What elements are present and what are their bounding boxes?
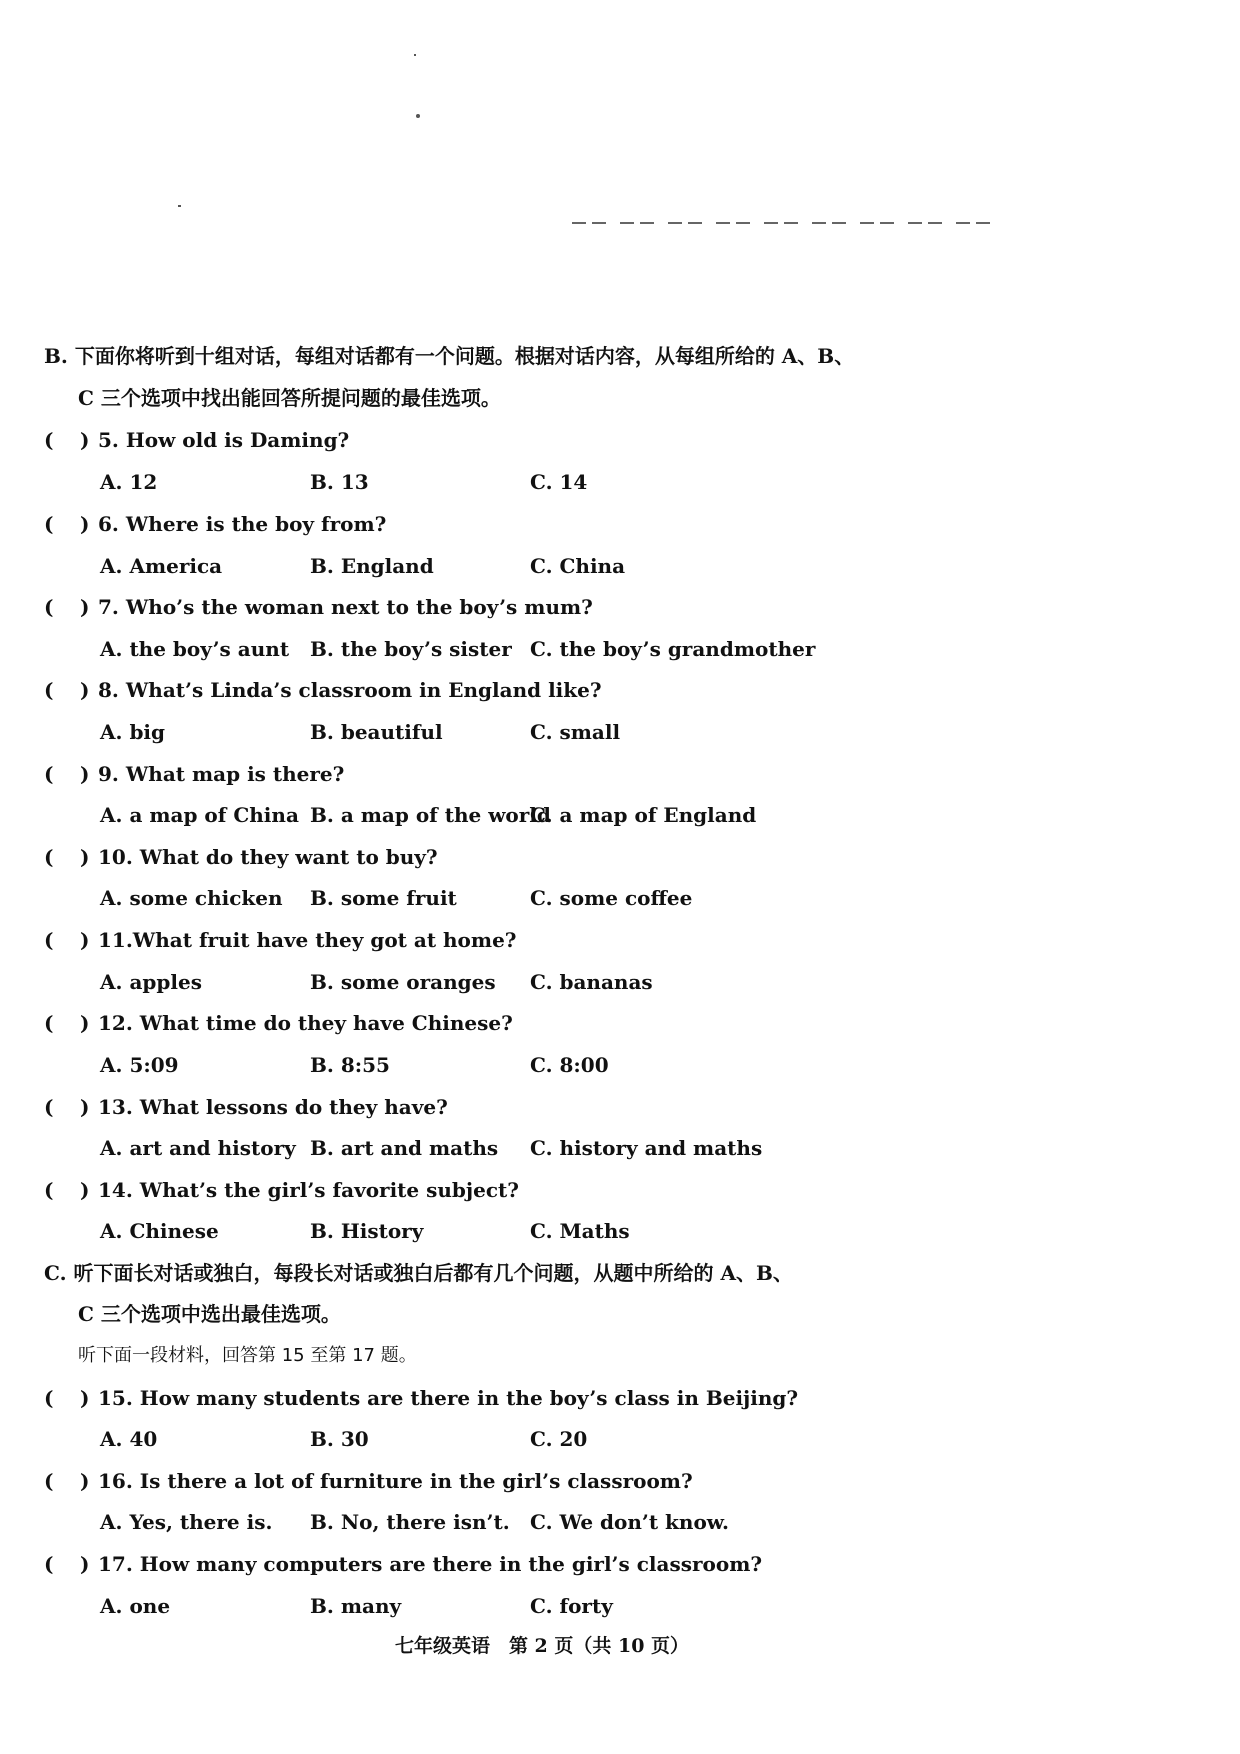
- answer-bracket-close: ): [80, 762, 90, 786]
- option-b: B. some fruit: [310, 886, 457, 910]
- question-7: [44, 593, 1144, 621]
- option-b: B. 13: [310, 470, 369, 494]
- option-b: B. beautiful: [310, 720, 443, 744]
- question-text: 13. What lessons do they have?: [98, 1095, 448, 1119]
- option-b: B. 8:55: [310, 1053, 390, 1077]
- question-14: [44, 1176, 1144, 1204]
- option-a: A. 12: [100, 470, 158, 494]
- question-11: [44, 926, 1144, 954]
- question-text: 15. How many students are there in the boy’s class in Beijing?: [98, 1386, 799, 1410]
- answer-bracket-open[interactable]: (: [44, 1095, 54, 1119]
- answer-bracket-open[interactable]: (: [44, 1469, 54, 1493]
- option-a: A. apples: [100, 970, 202, 994]
- question-text: 17. How many computers are there in the girl’s classroom?: [98, 1552, 763, 1576]
- answer-bracket-open[interactable]: (: [44, 845, 54, 869]
- option-b: B. a map of the world: [310, 803, 551, 827]
- option-c: C. small: [530, 720, 621, 744]
- answer-bracket-close: ): [80, 1469, 90, 1493]
- question-9: [44, 760, 1144, 788]
- answer-bracket-close: ): [80, 428, 90, 452]
- question-text: 16. Is there a lot of furniture in the girl’s classroom?: [98, 1469, 693, 1493]
- option-c: C. 8:00: [530, 1053, 609, 1077]
- scan-dashed-line: [572, 222, 1000, 224]
- question-17: [44, 1550, 1144, 1578]
- options-13: [0, 1134, 1200, 1162]
- section-c-note: 听下面一段材料，回答第 15 至第 17 题。: [78, 1345, 417, 1366]
- section-b-heading: B. 下面你将听到十组对话，每组对话都有一个问题。根据对话内容，从每组所给的 A、B、: [44, 344, 855, 368]
- options-9: [0, 801, 1200, 829]
- option-c: C. Maths: [530, 1219, 630, 1243]
- option-b: B. No, there isn’t.: [310, 1510, 510, 1534]
- question-10: [44, 843, 1144, 871]
- answer-bracket-close: ): [80, 845, 90, 869]
- options-17: [0, 1592, 1200, 1620]
- answer-bracket-open[interactable]: (: [44, 1552, 54, 1576]
- question-text: 12. What time do they have Chinese?: [98, 1011, 513, 1035]
- question-text: 8. What’s Linda’s classroom in England like?: [98, 678, 602, 702]
- option-a: A. Chinese: [100, 1219, 219, 1243]
- question-13: [44, 1093, 1144, 1121]
- question-text: 5. How old is Daming?: [98, 428, 350, 452]
- option-c: C. We don’t know.: [530, 1510, 729, 1534]
- answer-bracket-open[interactable]: (: [44, 1386, 54, 1410]
- question-text: 7. Who’s the woman next to the boy’s mum?: [98, 595, 593, 619]
- question-16: [44, 1467, 1144, 1495]
- option-b: B. many: [310, 1594, 402, 1618]
- answer-bracket-open[interactable]: (: [44, 762, 54, 786]
- option-a: A. 5:09: [100, 1053, 179, 1077]
- section-b-subheading: C 三个选项中找出能回答所提问题的最佳选项。: [78, 386, 501, 410]
- options-11: [0, 968, 1200, 996]
- option-c: C. forty: [530, 1594, 613, 1618]
- question-8: [44, 676, 1144, 704]
- answer-bracket-open[interactable]: (: [44, 428, 54, 452]
- option-c: C. history and maths: [530, 1136, 763, 1160]
- question-12: [44, 1009, 1144, 1037]
- section-c-heading: C. 听下面长对话或独白，每段长对话或独白后都有几个问题，从题中所给的 A、B、: [44, 1261, 793, 1285]
- option-c: C. some coffee: [530, 886, 693, 910]
- option-a: A. America: [100, 554, 223, 578]
- answer-bracket-open[interactable]: (: [44, 928, 54, 952]
- option-a: A. the boy’s aunt: [100, 637, 290, 661]
- answer-bracket-open[interactable]: (: [44, 678, 54, 702]
- page-number-text: 七年级英语 第 2 页（共 10 页）: [394, 1635, 690, 1657]
- option-b: B. England: [310, 554, 434, 578]
- options-7: [0, 635, 1200, 663]
- question-5: [44, 426, 1144, 454]
- options-14: [0, 1217, 1200, 1245]
- option-c: C. China: [530, 554, 626, 578]
- option-a: A. some chicken: [100, 886, 283, 910]
- section-c-subheading: C 三个选项中选出最佳选项。: [78, 1302, 341, 1326]
- option-b: B. art and maths: [310, 1136, 499, 1160]
- answer-bracket-open[interactable]: (: [44, 595, 54, 619]
- option-c: C. the boy’s grandmother: [530, 637, 816, 661]
- option-a: A. 40: [100, 1427, 158, 1451]
- option-c: C. a map of England: [530, 803, 757, 827]
- answer-bracket-open[interactable]: (: [44, 512, 54, 536]
- question-text: 14. What’s the girl’s favorite subject?: [98, 1178, 519, 1202]
- options-8: [0, 718, 1200, 746]
- option-a: A. big: [100, 720, 166, 744]
- answer-bracket-close: ): [80, 595, 90, 619]
- option-b: B. some oranges: [310, 970, 496, 994]
- answer-bracket-close: ): [80, 1011, 90, 1035]
- scan-speck: [178, 205, 181, 207]
- answer-bracket-close: ): [80, 1095, 90, 1119]
- option-a: A. a map of China: [100, 803, 299, 827]
- option-a: A. Yes, there is.: [100, 1510, 273, 1534]
- option-c: C. 20: [530, 1427, 588, 1451]
- options-6: [0, 552, 1200, 580]
- answer-bracket-close: ): [80, 928, 90, 952]
- answer-bracket-close: ): [80, 1552, 90, 1576]
- options-12: [0, 1051, 1200, 1079]
- question-text: 10. What do they want to buy?: [98, 845, 438, 869]
- option-b: B. History: [310, 1219, 424, 1243]
- answer-bracket-close: ): [80, 1386, 90, 1410]
- option-a: A. art and history: [100, 1136, 296, 1160]
- answer-bracket-open[interactable]: (: [44, 1178, 54, 1202]
- question-text: 11.What fruit have they got at home?: [98, 928, 517, 952]
- scan-speck: [416, 114, 420, 118]
- options-16: [0, 1508, 1200, 1536]
- question-text: 6. Where is the boy from?: [98, 512, 387, 536]
- option-b: B. the boy’s sister: [310, 637, 512, 661]
- option-c: C. bananas: [530, 970, 653, 994]
- answer-bracket-close: ): [80, 512, 90, 536]
- page-footer: [0, 1632, 1240, 1660]
- options-15: [0, 1425, 1200, 1453]
- question-15: [44, 1384, 1144, 1412]
- options-5: [0, 468, 1200, 496]
- question-text: 9. What map is there?: [98, 762, 345, 786]
- scan-speck: [414, 54, 416, 56]
- question-6: [44, 510, 1144, 538]
- answer-bracket-close: ): [80, 678, 90, 702]
- options-10: [0, 884, 1200, 912]
- answer-bracket-close: ): [80, 1178, 90, 1202]
- option-c: C. 14: [530, 470, 588, 494]
- option-b: B. 30: [310, 1427, 369, 1451]
- answer-bracket-open[interactable]: (: [44, 1011, 54, 1035]
- option-a: A. one: [100, 1594, 171, 1618]
